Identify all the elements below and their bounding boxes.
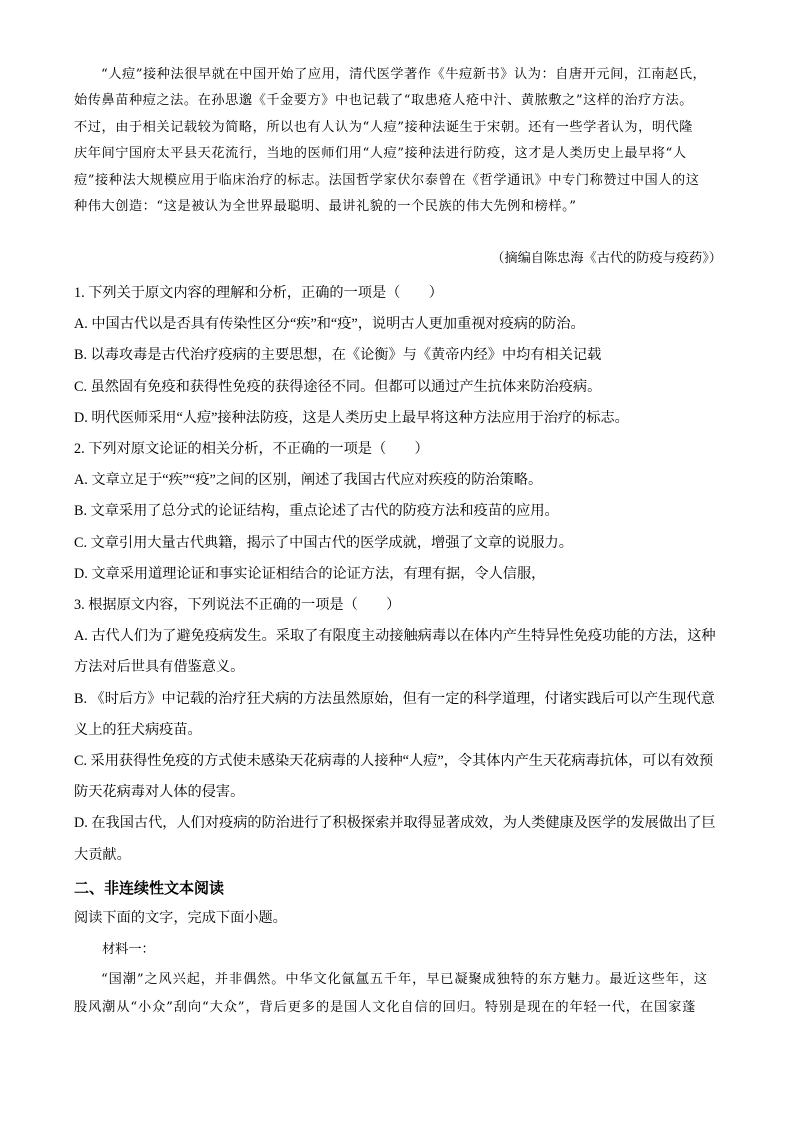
passage-line: “人痘”接种法很早就在中国开始了应用，清代医学著作《牛痘新书》认为：自唐开元间，江南赵氏，: [101, 67, 707, 82]
passage-line: 不过，由于相关记载较为简略，所以也有人认为“人痘”接种法诞生于宋朝。还有一些学者认为，明代隆: [74, 119, 694, 135]
option-b: B. 文章采用了总分式的论证结构，重点论述了古代的防疫方法和疫苗的应用。: [74, 503, 559, 520]
option-d: D. 明代医师采用“人痘”接种法防疫，这是人类历史上最早将这种方法应用于治疗的标志。: [74, 409, 629, 426]
question-stem: 1. 下列关于原文内容的理解和分析，正确的一项是（ ）: [74, 285, 443, 301]
question-stem: 3. 根据原文内容，下列说法不正确的一项是（ ）: [74, 597, 401, 613]
option-a: A. 文章立足于“疾”“疫”之间的区别，阐述了我国古代应对疾疫的防治策略。: [74, 472, 543, 489]
option-c: C. 虽然固有免疫和获得性免疫的获得途径不同。但都可以通过产生抗体来防治疫病。: [74, 378, 602, 395]
option-b: B. 《时后方》中记载的治疗狂犬病的方法虽然原始，但有一定的科学道理，付诸实践后可以产生现代意义上的狂犬病疫苗。: [74, 690, 715, 738]
option-d: D. 在我国古代，人们对疫病的防治进行了积极探索并取得显著成效，为人类健康及医学的发展做出了巨大贡献。: [74, 815, 716, 863]
section-instruction: 阅读下面的文字，完成下面小题。: [74, 910, 287, 926]
passage-line: 庆年间宁国府太平县天花流行，当地的医师们用“人痘”接种法进行防疫，这才是人类历史上最早将“人: [74, 146, 687, 162]
option-c: C. 采用获得性免疫的方式使未感染天花病毒的人接种“人痘”，令其体内产生天花病毒抗体，可以有效预防天花病毒对人体的侵害。: [74, 753, 714, 801]
passage-line: 痘”接种法大规模应用于临床治疗的标志。法国哲学家伏尔泰曾在《哲学通讯》中专门称赞过中国人的这: [74, 172, 700, 188]
option-c: C. 文章引用大量古代典籍，揭示了中国古代的医学成就，增强了文章的说服力。: [74, 534, 573, 551]
question-1: [74, 278, 724, 434]
material-text: “国潮”之风兴起，并非偶然。中华文化氤氲五千年，早已凝聚成独特的东方魅力。最近这些年，这股风潮从“小众”刮向“大众”，背后更多的是国人文化自信的回归。特别是现在的年轻一代，在国家蓬: [74, 972, 708, 1015]
option-a: A. 中国古代以是否具有传染性区分“疾”和“疫”，说明古人更加重视对疫病的防治。: [74, 316, 585, 333]
passage-line: 始传鼻苗种痘之法。在孙思邈《千金要方》中也记载了“取患疮人疮中汁、黄脓敷之”这样的治疗方法。: [74, 93, 694, 109]
question-stem: 2. 下列对原文论证的相关分析，不正确的一项是（ ）: [74, 441, 429, 457]
option-d: D. 文章采用道理论证和事实论证相结合的论证方法，有理有据，令人信服，: [74, 565, 546, 582]
passage-source: （摘编自陈忠海《古代的防疫与疫药》）: [491, 251, 722, 266]
question-3: [74, 590, 724, 871]
option-a: A. 古代人们为了避免疫病发生。采取了有限度主动接触病毒以在体内产生特异性免疫功能的方法，这种方法对后世具有借鉴意义。: [74, 628, 716, 676]
option-b: B. 以毒攻毒是古代治疗疫病的主要思想，在《论衡》与《黄帝内经》中均有相关记载: [74, 347, 602, 364]
passage-paragraph: [74, 62, 722, 220]
question-2: [74, 434, 724, 590]
passage-line: 种伟大创造：“这是被认为全世界最聪明、最讲礼貌的一个民族的伟大先例和榜样。”: [74, 199, 577, 215]
section-heading: 二、非连续性文本阅读: [74, 879, 225, 897]
material-label: 材料一：: [102, 942, 155, 957]
